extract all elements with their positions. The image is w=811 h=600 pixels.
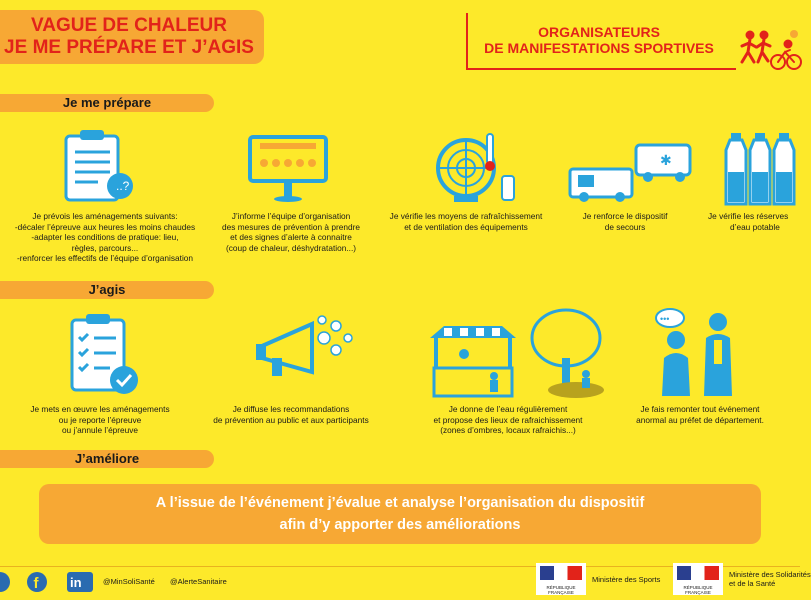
prepare-caption-1-line: règles, parcours... [71, 242, 139, 253]
final-message-box [39, 484, 761, 544]
handle-minsolisante[interactable]: @MinSoliSanté [103, 577, 155, 586]
prepare-caption-2-line: J’informe l’équipe d’organisation [231, 211, 351, 221]
agis-caption-3-line: Je donne de l’eau régulièrement [448, 404, 568, 414]
clipboard-check-icon [66, 312, 146, 396]
agis-caption-1-line: Je mets en œuvre les aménagements [30, 404, 170, 414]
fan-thermometer-icon [430, 130, 524, 206]
agis-caption-4-line: anormal au préfet de département. [636, 414, 764, 425]
prepare-caption-5-line: d’eau potable [730, 221, 780, 232]
prepare-caption-2-line: et des signes d’alerte à connaitre [230, 232, 352, 242]
tricolor-flag [677, 566, 719, 580]
title-line1: VAGUE DE CHALEUR [31, 15, 227, 36]
water-stand-tree-icon [426, 306, 606, 400]
republique-logo-2 [673, 563, 723, 595]
sport-runners-cyclist-icon [738, 28, 800, 72]
agis-caption-3-line: et propose des lieux de rafraichissement [433, 414, 583, 425]
svg-text:✱: ✱ [660, 152, 672, 168]
prepare-caption-2-line: des mesures de prévention à prendre [222, 221, 360, 232]
prepare-caption-3-line: Je vérifie les moyens de rafraîchissement [389, 211, 543, 221]
svg-text:•••: ••• [660, 314, 670, 324]
water-bottles-icon [720, 128, 800, 208]
people-talking-icon [650, 302, 742, 398]
twitter-icon[interactable] [0, 572, 12, 592]
megaphone-icon [252, 312, 356, 382]
org-line2: DE MANIFESTATIONS SPORTIVES [484, 40, 714, 56]
agis-caption-2-line: Je diffuse les recommandations [232, 404, 350, 414]
prepare-caption-5 [708, 211, 800, 232]
org-line1: ORGANISATEURS [538, 24, 660, 40]
republique-text: RÉPUBLIQUE FRANÇAISE [683, 585, 713, 595]
clipboard-question-icon [58, 128, 148, 202]
agis-caption-2-line: de prévention au public et aux participants [213, 414, 369, 425]
final-message-line1: A l’issue de l’événement j’évalue et analyse l’organisation du dispositif [155, 495, 645, 511]
prepare-caption-2 [210, 211, 372, 253]
title-banner [0, 10, 264, 64]
final-message-line2: afin d’y apporter des améliorations [279, 517, 521, 533]
agis-caption-2 [196, 404, 386, 425]
prepare-caption-4 [570, 211, 680, 232]
tricolor-flag [540, 566, 582, 580]
prepare-caption-1-line: Je prévois les aménagements suivants: [32, 211, 178, 221]
prepare-caption-3-line: et de ventilation des équipements [404, 221, 528, 232]
prepare-caption-5-line: Je vérifie les réserves [708, 211, 789, 221]
agis-caption-1-line: ou j’annule l’épreuve [61, 425, 139, 435]
info-board-icon [246, 133, 330, 203]
linkedin-icon[interactable] [67, 572, 93, 592]
prepare-caption-4-line: de secours [604, 221, 646, 232]
agis-caption-4 [620, 404, 780, 425]
republique-text: RÉPUBLIQUE FRANÇAISE [546, 585, 576, 595]
svg-text:in: in [70, 575, 82, 590]
prepare-caption-1-line: -décaler l’épreuve aux heures les moins chaudes [14, 221, 196, 232]
prepare-caption-1-line: -renforcer les effectifs de l’équipe d’organisation [16, 253, 194, 263]
section-ameliore-label: J’améliore [74, 451, 140, 466]
section-prepare-label: Je me prépare [62, 95, 152, 110]
agis-caption-1 [8, 404, 192, 436]
ministry-sante-line1: Ministère des Solidarités [729, 570, 811, 579]
ambulance-icon [568, 137, 694, 203]
agis-caption-3 [410, 404, 606, 436]
agis-caption-3-line: (zones d’ombres, locaux rafraichis...) [440, 425, 576, 435]
section-agis-label: J’agis [88, 282, 126, 297]
org-title [468, 24, 730, 56]
title-line2: JE ME PRÉPARE ET J’AGIS [4, 37, 254, 58]
svg-text:f: f [33, 575, 39, 592]
ministry-sports: Ministère des Sports [592, 575, 661, 584]
svg-text:..?: ..? [116, 179, 130, 193]
facebook-icon[interactable] [27, 572, 47, 592]
ministry-sante [729, 570, 811, 588]
prepare-caption-4-line: Je renforce le dispositif [582, 211, 668, 221]
prepare-caption-3 [376, 211, 556, 232]
ministry-sante-line2: et de la Santé [729, 579, 776, 588]
prepare-caption-1 [0, 211, 210, 264]
agis-caption-4-line: Je fais remonter tout événement [640, 404, 760, 414]
prepare-caption-1-line: -adapter les conditions de pratique: lieu, [31, 232, 179, 242]
agis-caption-1-line: ou je reporte l’épreuve [58, 414, 142, 425]
handle-alertesanitaire[interactable]: @AlerteSanitaire [170, 577, 227, 586]
prepare-caption-2-line: (coup de chaleur, déshydratation...) [225, 242, 357, 253]
republique-logo-1 [536, 563, 586, 595]
